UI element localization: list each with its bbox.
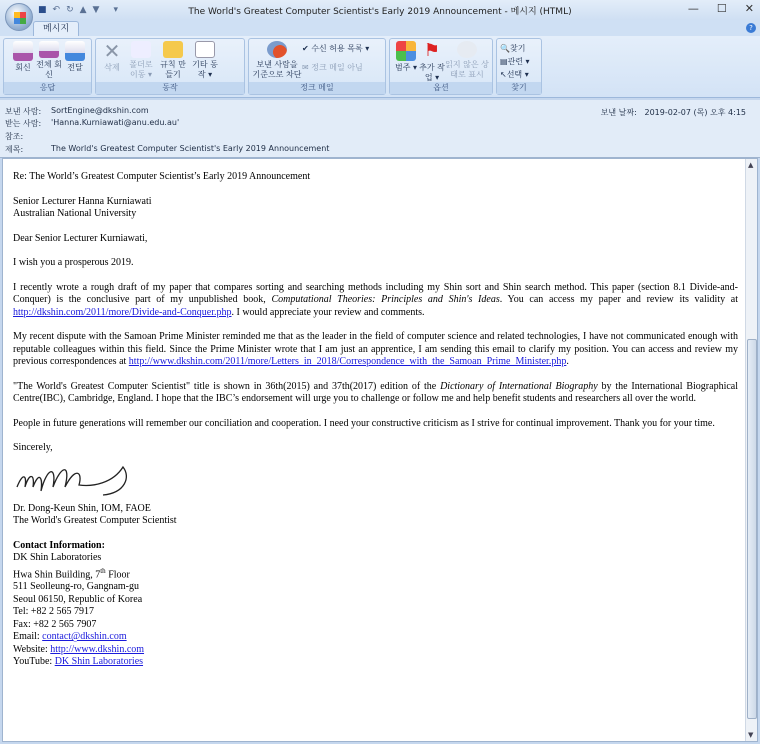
- signature-image: [13, 457, 133, 499]
- create-rule-button[interactable]: 규칙 만들기: [157, 41, 189, 80]
- flag-icon: ⚑: [423, 40, 441, 61]
- group-junk: 보낸 사람을 기준으로 차단 ✔ 수신 허용 목록 ▾ ✉ 정크 메일 아님 정크 메일: [248, 38, 386, 95]
- categorize-icon: [396, 41, 416, 61]
- to-value[interactable]: 'Hanna.Kurniawati@anu.edu.au': [51, 118, 180, 127]
- related-button[interactable]: ▤관련 ▾: [500, 57, 530, 66]
- email-link[interactable]: contact@dkshin.com: [42, 631, 127, 643]
- mark-unread-button[interactable]: 읽지 않은 상태로 표시: [445, 41, 489, 80]
- group-options: 범주 ▾ ⚑ 추가 작업 ▾ 읽지 않은 상태로 표시 옵션: [389, 38, 493, 95]
- office-logo-icon: [14, 12, 26, 24]
- from-value[interactable]: SortEngine@dkshin.com: [51, 106, 149, 115]
- categorize-button[interactable]: 범주 ▾: [393, 41, 419, 80]
- help-icon[interactable]: ?: [746, 23, 756, 33]
- redo-icon[interactable]: ↻: [66, 5, 74, 15]
- down-icon[interactable]: ▼: [92, 5, 100, 15]
- forward-button[interactable]: 전달: [62, 41, 88, 80]
- group-find: 🔍찾기 ▤관련 ▾ ↖선택 ▾ 찾기: [496, 38, 542, 95]
- close-button[interactable]: ✕: [744, 2, 754, 15]
- select-button[interactable]: ↖선택 ▾: [500, 70, 529, 79]
- group-respond: 회신 전체 회신 전달 응답: [3, 38, 92, 95]
- qat-dropdown-icon[interactable]: ▾: [113, 5, 118, 15]
- delete-button[interactable]: ✕ 삭제: [103, 39, 121, 72]
- ribbon: [0, 36, 760, 98]
- vertical-scrollbar[interactable]: [745, 159, 757, 741]
- scrollbar-thumb[interactable]: [747, 339, 757, 719]
- scroll-up-icon[interactable]: ▲: [748, 161, 754, 169]
- up-icon[interactable]: ▲: [79, 5, 87, 15]
- sent-date: 2019-02-07 (목) 오후 4:15: [644, 108, 746, 117]
- rule-icon: [163, 41, 183, 58]
- other-actions-icon: [195, 41, 215, 58]
- reply-all-icon: [39, 41, 59, 58]
- follow-up-button[interactable]: ⚑ 추가 작업 ▾: [419, 40, 445, 82]
- save-icon[interactable]: ■: [38, 5, 47, 15]
- message-header: 보낸 사람: SortEngine@dkshin.com 받는 사람: 'Hanna.Kurniawati@anu.edu.au' 참조: 제목: The World's Greatest Computer Scientist's Early 2019 Announcement 보낸 날짜: 2019-02-07 (목) 오후 4:15: [0, 100, 760, 158]
- find-button[interactable]: 🔍찾기: [500, 44, 526, 53]
- move-icon: [131, 41, 151, 58]
- tab-message[interactable]: 메시지: [33, 21, 79, 36]
- window-title: The World's Greatest Computer Scientist's Early 2019 Announcement - 메시지 (HTML): [188, 7, 572, 17]
- website-link[interactable]: http://www.dkshin.com: [50, 643, 145, 655]
- reply-icon: [13, 41, 33, 61]
- minimize-button[interactable]: —: [687, 2, 699, 15]
- other-actions-button[interactable]: 기타 동작 ▾: [189, 41, 221, 80]
- block-sender-icon: [267, 41, 287, 58]
- group-actions: ✕ 삭제 폴더로 이동 ▾ 규칙 만들기 기타 동작 ▾ 동작: [95, 38, 245, 95]
- scroll-down-icon[interactable]: ▼: [748, 731, 754, 739]
- maximize-button[interactable]: ☐: [716, 2, 727, 15]
- not-junk-button[interactable]: ✉ 정크 메일 아님: [302, 63, 363, 72]
- delete-icon: ✕: [103, 39, 121, 63]
- reply-button[interactable]: 회신: [10, 41, 36, 80]
- move-to-folder-button[interactable]: 폴더로 이동 ▾: [125, 41, 157, 80]
- safe-list-button[interactable]: ✔ 수신 허용 목록 ▾: [302, 44, 370, 53]
- message-body: Re: The World’s Greatest Computer Scientist’s Early 2019 Announcement Senior Lecturer Hanna Kurniawati Australian National University Dear Senior Lecturer Kurniawati, I wish you a prosperous 2019. I recently wrote a rough draft of my paper that compares sorting and searching methods including my Shin sort and Shin search method. This paper (section 8.1 Divide-and-Conquer) is the conclusive part of my unpublished book, Computational Theories: Principles and Shin's Ideas. You can access my paper and review its validity at http://dkshin.com/2011/more/Divide-and-Conquer.php. I would appreciate your review and comments. My recent dispute with the Samoan Prime Minister reminded me that as the leader in the field of computer science and related technologies, I have not communicated enough with reputable colleagues within this field. Since the Prime Minister wrote that I am just an apprentice, I am sending this email to clarify my position. You can access and review my previous correspondences at http://www.dkshin.com/2011/more/Letters_in_2018/Correspondence_with_the_Samoan_Prime_Minister.php. "The World's Greatest Computer Scientist" title is shown in 36th(2015) and 37th(2017) edition of the Dictionary of International Biography by the International Biographical Centre(IBC), Cambridge, England. I hope that the IBC’s endorsement will urge you to challenge or follow me and help benefit students and researchers all over the world. People in future generations will remember our conciliation and cooperation. I need your constructive criticism as I strive for continual improvement. Thank you for your time. Sincerely, Dr. Dong-Keun Shin, IOM, FAOE The World's Greatest Computer Scientist Contact Information: DK Shin Laboratories Hwa Shin Building, 7th Floor 511 Seolleung-ro, Gangnam-gu Seoul 06150, Republic of Korea Tel: +82 2 565 7917 Fax: +82 2 565 7907 Email: contact@dkshin.com Website: http://www.dkshin.com YouTube: DK Shin Laboratories ▲ ▼: [2, 158, 758, 742]
- undo-icon[interactable]: ↶: [52, 5, 61, 15]
- office-button[interactable]: [5, 3, 33, 31]
- block-sender-button[interactable]: 보낸 사람을 기준으로 차단: [252, 41, 302, 80]
- subject-value: The World's Greatest Computer Scientist's Early 2019 Announcement: [51, 144, 330, 153]
- title-bar: [0, 0, 760, 20]
- paper-link[interactable]: http://dkshin.com/2011/more/Divide-and-Conquer.php: [13, 306, 232, 318]
- envelope-icon: [457, 41, 477, 58]
- reply-all-button[interactable]: 전체 회신: [36, 41, 62, 80]
- forward-icon: [65, 41, 85, 61]
- youtube-link[interactable]: DK Shin Laboratories: [54, 656, 144, 668]
- correspondence-link[interactable]: http://www.dkshin.com/2011/more/Letters_in_2018/Correspondence_with_the_Samoan_Prime_Minister.php: [128, 356, 567, 367]
